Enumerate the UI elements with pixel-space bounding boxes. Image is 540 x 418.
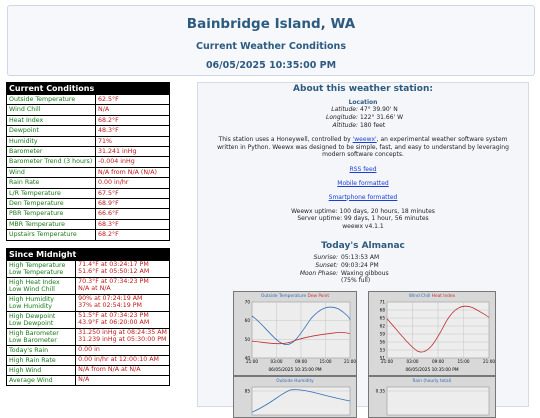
current-row	[7, 230, 170, 240]
current-row	[7, 157, 170, 167]
since-midnight-value: 90% at 07:24:19 AM	[78, 295, 143, 303]
weewx-version: weewx v4.1.1	[342, 222, 384, 230]
plot-y-tick: 50	[244, 336, 250, 342]
current-conditions-title: Current Conditions	[7, 83, 170, 95]
plot-series-label: Rain (hourly total)	[412, 379, 452, 384]
current-row	[7, 95, 170, 105]
plot-y-tick: 65	[379, 315, 385, 321]
current-value: N/A from N/A (N/A)	[96, 167, 170, 177]
current-row	[7, 199, 170, 209]
current-label: Wind Chill	[7, 105, 96, 115]
plot-y-tick: 53	[379, 347, 385, 353]
sunset-row	[198, 262, 528, 270]
since-midnight-label-cell	[7, 311, 76, 328]
plot-graphic	[369, 377, 495, 417]
plot-y-tick: 85	[244, 388, 250, 394]
since-midnight-row	[7, 328, 170, 345]
plot-x-tick: 21:00	[482, 359, 495, 364]
about-title: About this weather station:	[293, 84, 433, 94]
plot-date: 06/05/2025 10:35:00 PM	[405, 368, 459, 373]
current-conditions-table	[6, 82, 170, 241]
since-midnight-label-cell	[7, 277, 76, 294]
plot-graphic	[369, 292, 495, 375]
since-midnight-row	[7, 345, 170, 355]
current-label: PBR Temperature	[7, 209, 96, 219]
since-midnight-label-cell	[7, 345, 76, 355]
current-label: L/R Temperature	[7, 188, 96, 198]
desc-text-before: This station uses a Honeywell, controlled by	[218, 136, 353, 143]
plot-y-tick: 68	[379, 307, 385, 313]
current-row	[7, 167, 170, 177]
since-midnight-value-cell	[76, 294, 170, 311]
since-midnight-value: 0.00 in	[78, 345, 100, 353]
since-midnight-label-cell	[7, 294, 76, 311]
current-row	[7, 115, 170, 125]
header	[7, 5, 535, 76]
since-midnight-value: N/A	[78, 375, 90, 383]
since-midnight-value-cell	[76, 345, 170, 355]
station-description	[216, 136, 510, 159]
temperature-dewpoint-plot[interactable]	[233, 291, 357, 376]
current-value: 31.241 inHg	[96, 147, 170, 157]
since-midnight-label: Low Dewpoint	[9, 319, 54, 327]
about-panel	[197, 82, 529, 407]
current-value: 67.5°F	[96, 188, 170, 198]
uptime-block	[198, 208, 528, 231]
since-midnight-value: 71.4°F at 03:24:17 PM	[78, 261, 149, 269]
latitude-row	[198, 106, 528, 114]
plot-y-tick: 0.35	[375, 388, 385, 394]
current-label: Humidity	[7, 136, 96, 146]
current-value: 68.2°F	[96, 230, 170, 240]
plot-x-tick: 03:00	[270, 359, 283, 364]
since-midnight-label-cell	[7, 365, 76, 375]
current-label: Barometer	[7, 147, 96, 157]
sunrise-label: Sunrise:	[313, 254, 338, 261]
since-midnight-label: Low Barometer	[9, 336, 57, 344]
since-midnight-value: 31.250 inHg at 08:24:35 AM	[78, 329, 167, 337]
since-midnight-value: 51.5°F at 07:34:23 PM	[78, 312, 149, 320]
current-label: Upstairs Temperature	[7, 230, 96, 240]
sunset-label: Sunset:	[315, 262, 338, 269]
current-row	[7, 219, 170, 229]
current-row	[7, 209, 170, 219]
current-label: Barometer Trend (3 hours)	[7, 157, 96, 167]
rain-plot[interactable]	[368, 376, 496, 418]
since-midnight-value-cell	[76, 375, 170, 385]
plot-graphic	[234, 292, 356, 375]
rss-feed-link[interactable]: RSS feed	[349, 165, 377, 173]
since-midnight-label: High Rain Rate	[9, 356, 56, 364]
current-row	[7, 178, 170, 188]
since-midnight-label-cell	[7, 260, 76, 277]
since-midnight-value-cell	[76, 311, 170, 328]
moon-phase-percent: (75% full)	[341, 277, 371, 284]
since-midnight-value-cell	[76, 260, 170, 277]
since-midnight-label: Average Wind	[9, 376, 53, 384]
since-midnight-value: 31.239 inHg at 05:30:00 PM	[78, 335, 167, 343]
plot-series-label: Wind Chill	[408, 294, 431, 299]
plot-series-label: Dew Point	[307, 294, 330, 299]
current-value: 68.2°F	[96, 115, 170, 125]
since-midnight-table	[6, 248, 170, 386]
current-label: Rain Rate	[7, 178, 96, 188]
current-value: N/A	[96, 105, 170, 115]
since-midnight-row	[7, 260, 170, 277]
current-row	[7, 188, 170, 198]
current-label: Wind	[7, 167, 96, 177]
almanac-title: Today's Almanac	[321, 241, 405, 251]
current-value: -0.004 inHg	[96, 157, 170, 167]
since-midnight-row	[7, 294, 170, 311]
since-midnight-label: High Dewpoint	[9, 312, 56, 320]
current-row	[7, 126, 170, 136]
plot-y-tick: 56	[379, 339, 385, 345]
since-midnight-row	[7, 311, 170, 328]
moon-phase-label: Moon Phase:	[299, 270, 338, 277]
since-midnight-label: High Barometer	[9, 329, 59, 337]
altitude-label: Altitude:	[332, 122, 358, 129]
since-midnight-value: 37% at 02:54:19 PM	[78, 301, 142, 309]
current-label: Dewpoint	[7, 126, 96, 136]
current-value: 71%	[96, 136, 170, 146]
current-value: 68.9°F	[96, 199, 170, 209]
current-value: 0.00 in/hr	[96, 178, 170, 188]
plot-area	[387, 387, 489, 415]
since-midnight-value: N/A at N/A	[78, 284, 111, 292]
plot-x-tick: 03:00	[406, 359, 419, 364]
since-midnight-row	[7, 365, 170, 375]
since-midnight-value: 43.9°F at 06:20:00 AM	[78, 318, 150, 326]
sunrise-value: 05:13:53 AM	[341, 254, 380, 261]
since-midnight-label-cell	[7, 328, 76, 345]
plot-x-tick: 09:00	[294, 359, 308, 364]
moon-phase-row	[198, 270, 528, 284]
plot-y-tick: 71	[379, 299, 385, 305]
current-value: 66.6°F	[96, 209, 170, 219]
plot-x-tick: 15:00	[457, 359, 470, 364]
location-title: Location	[348, 99, 378, 106]
since-midnight-value-cell	[76, 355, 170, 365]
current-value: 62.5°F	[96, 95, 170, 105]
since-midnight-label: High Heat Index	[9, 278, 60, 286]
weewx-link[interactable]: 'weewx'	[352, 136, 377, 143]
since-midnight-label: Low Temperature	[9, 268, 64, 276]
since-midnight-label: Today's Rain	[9, 346, 49, 354]
since-midnight-label: Low Wind Chill	[9, 285, 55, 293]
plot-x-tick: 09:00	[431, 359, 445, 364]
since-midnight-label-cell	[7, 355, 76, 365]
since-midnight-label: High Wind	[9, 366, 42, 374]
current-value: 68.3°F	[96, 219, 170, 229]
altitude-value: 180 feet	[360, 122, 386, 129]
current-value: 48.3°F	[96, 126, 170, 136]
since-midnight-label: High Humidity	[9, 295, 55, 303]
smartphone-formatted-link[interactable]: Smartphone formatted	[328, 193, 398, 201]
since-midnight-row	[7, 277, 170, 294]
current-row	[7, 105, 170, 115]
plot-y-tick: 62	[379, 323, 385, 329]
weewx-uptime: Weewx uptime: 100 days, 20 hours, 18 minutes	[291, 207, 435, 215]
since-midnight-row	[7, 355, 170, 365]
plot-x-tick: 21:00	[343, 359, 356, 364]
server-uptime: Server uptime: 99 days, 1 hour, 56 minutes	[297, 215, 429, 222]
plot-y-tick: 51	[379, 355, 385, 361]
current-label: MBR Temperature	[7, 219, 96, 229]
current-row	[7, 136, 170, 146]
plot-series-label: Heat Index	[431, 294, 456, 299]
sunrise-row	[198, 254, 528, 262]
moon-phase-value	[341, 270, 401, 284]
sunset-value: 09:03:24 PM	[341, 262, 379, 269]
current-label: Heat Index	[7, 115, 96, 125]
since-midnight-title: Since Midnight	[7, 248, 170, 260]
plot-y-tick: 40	[244, 355, 250, 361]
page-subtitle: Current Weather Conditions	[196, 41, 346, 52]
longitude-row	[198, 114, 528, 122]
current-row	[7, 147, 170, 157]
plot-y-tick: 59	[379, 331, 385, 337]
since-midnight-value: N/A from N/A at N/A	[78, 365, 141, 373]
report-datetime: 06/05/2025 10:35:00 PM	[205, 60, 337, 71]
plot-date: 06/05/2025 10:35:00 PM	[268, 368, 322, 373]
plot-y-tick: 70	[244, 299, 250, 305]
altitude-row	[198, 122, 528, 130]
plot-x-tick: 21:00	[380, 359, 394, 364]
longitude-value: 122° 31.66' W	[360, 114, 404, 121]
windchill-heatindex-plot[interactable]	[368, 291, 496, 376]
since-midnight-label: Low Humidity	[9, 302, 52, 310]
plot-series-label: Outside Humidity	[276, 379, 314, 384]
since-midnight-value: 51.6°F at 05:50:12 AM	[78, 267, 150, 275]
plot-x-tick: 21:00	[245, 359, 259, 364]
plot-area	[252, 387, 350, 415]
humidity-plot[interactable]	[233, 376, 357, 418]
current-label: Outside Temperature	[7, 95, 96, 105]
plot-y-tick: 60	[244, 318, 250, 324]
latitude-label: Latitude:	[331, 106, 358, 113]
since-midnight-label: High Temperature	[9, 261, 66, 269]
plot-series-label: Outside Temperature	[260, 294, 307, 299]
latitude-value: 47° 39.90' N	[360, 106, 398, 113]
plot-x-tick: 15:00	[319, 359, 332, 364]
longitude-label: Longitude:	[326, 114, 358, 121]
mobile-formatted-link[interactable]: Mobile formatted	[337, 179, 389, 187]
since-midnight-value: 70.3°F at 07:34:23 PM	[78, 278, 149, 286]
current-label: Den Temperature	[7, 199, 96, 209]
since-midnight-value-cell	[76, 365, 170, 375]
since-midnight-value-cell	[76, 277, 170, 294]
moon-phase-text: Waxing gibbous	[341, 270, 389, 277]
since-midnight-value-cell	[76, 328, 170, 345]
since-midnight-row	[7, 375, 170, 385]
desc-text-after: , an experimental weather software system written in Python. Weewx was designed to be simple, fast, and easy to understand by leveraging modern software concepts.	[217, 136, 509, 158]
plot-graphic	[234, 377, 356, 417]
station-name: Bainbridge Island, WA	[186, 16, 356, 32]
since-midnight-label-cell	[7, 375, 76, 385]
since-midnight-value: 0.00 in/hr at 12:00:10 AM	[78, 355, 159, 363]
left-column	[6, 82, 170, 393]
